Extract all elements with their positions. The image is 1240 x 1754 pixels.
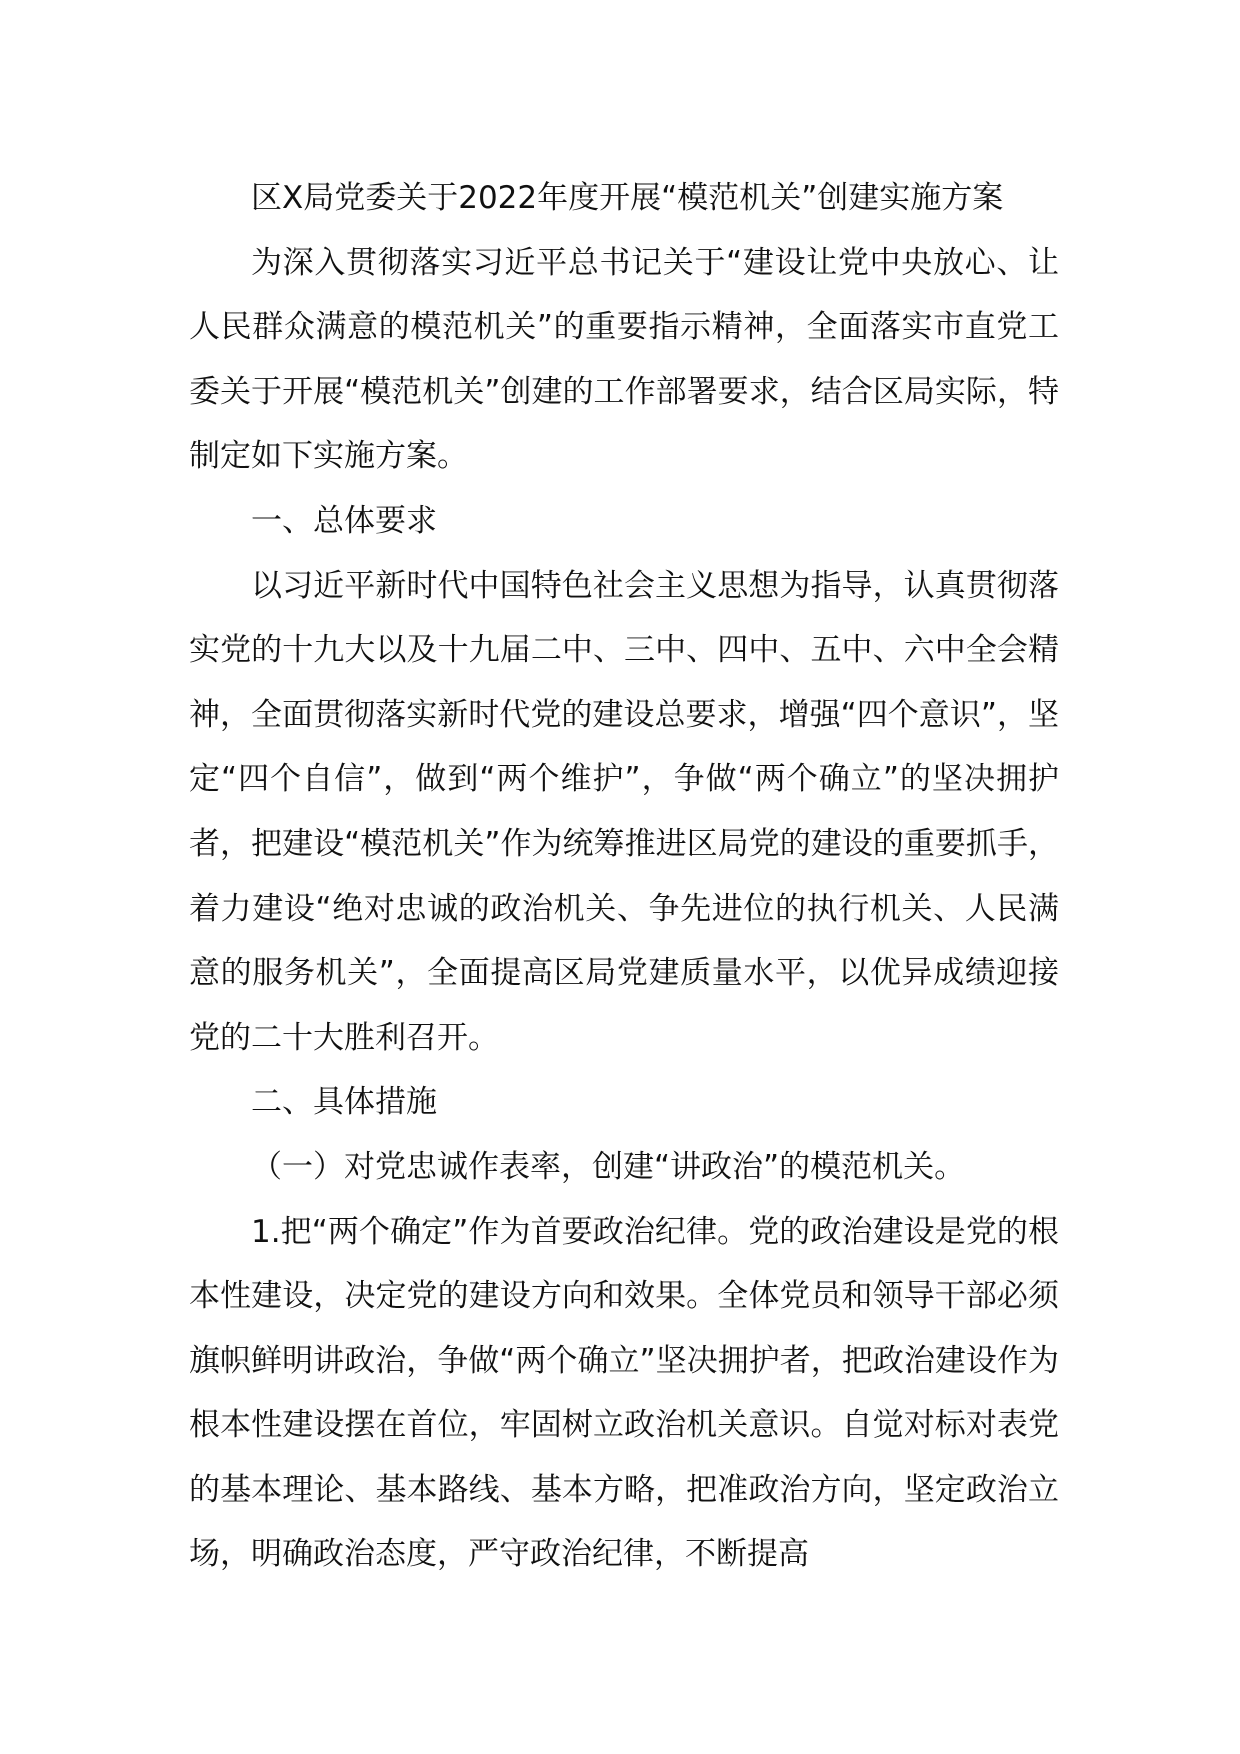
document-body [189, 166, 1059, 1587]
section-heading-general-requirements: 一、总体要求 [251, 502, 437, 539]
measure-1-paragraph: 1.把“两个确定”作为首要政治纪律。党的政治建设是党的根本性建设，决定党的建设方向和效果。全体党员和领导干部必须旗帜鲜明讲政治，争做“两个确立”坚决拥护者，把政治建设作为根本性建设摆在首位，牢固树立政治机关意识。自觉对标对表党的基本理论、基本路线、基本方略，把准政治方向，坚定政治立场，明确政治态度，严守政治纪律，不断提高 [189, 1213, 1059, 1573]
intro-paragraph: 为深入贯彻落实习近平总书记关于“建设让党中央放心、让人民群众满意的模范机关”的重要指示精神，全面落实市直党工委关于开展“模范机关”创建的工作部署要求，结合区局实际，特制定如下实施方案。 [189, 244, 1059, 475]
subsection-heading-1: （一）对党忠诚作表率，创建“讲政治”的模范机关。 [251, 1148, 966, 1185]
general-requirements-paragraph: 以习近平新时代中国特色社会主义思想为指导，认真贯彻落实党的十九大以及十九届二中、三中、四中、五中、六中全会精神，全面贯彻落实新时代党的建设总要求，增强“四个意识”，坚定“四个自信”，做到“两个维护”，争做“两个确立”的坚决拥护者，把建设“模范机关”作为统筹推进区局党的建设的重要抓手，着力建设“绝对忠诚的政治机关、争先进位的执行机关、人民满意的服务机关”，全面提高区局党建质量水平，以优异成绩迎接党的二十大胜利召开。 [189, 567, 1059, 1056]
document-title: 区X局党委关于2022年度开展“模范机关”创建实施方案 [251, 180, 1004, 216]
section-heading-specific-measures: 二、具体措施 [251, 1084, 437, 1121]
